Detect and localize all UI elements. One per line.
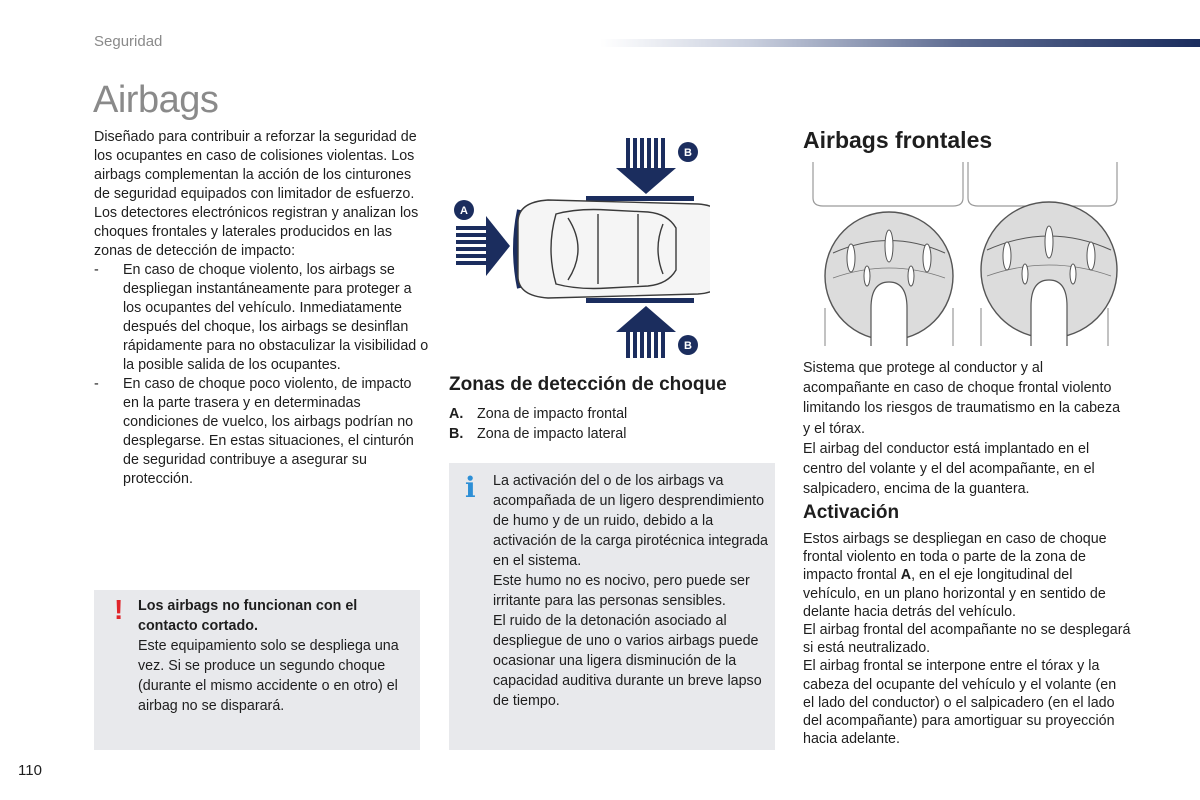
zones-title: Zonas de detección de choque — [449, 374, 727, 395]
zone-item — [449, 424, 627, 444]
frontal-paragraph: Sistema que protege al conductor y al acompañante en caso de choque frontal violento limitando los riesgos de traumatismo en la cabeza y el tórax. — [803, 360, 1121, 437]
bullet-item — [94, 375, 430, 489]
frontal-airbags-illustration — [803, 158, 1125, 348]
frontal-paragraph: El airbag del conductor está implantado en el centro del volante y el del acompañante, en el salpicadero, encima de la guantera. — [803, 440, 1095, 498]
zone-a-ref: A — [900, 567, 912, 584]
info-paragraph: El ruido de la detonación asociado al despliegue de uno o varios airbags puede ocasionar una ligera disminución de la capacidad auditiva durante un breve lapso de tiempo. — [493, 613, 762, 709]
info-text — [493, 471, 769, 711]
activation-paragraph — [803, 530, 1131, 621]
zone-key: B. — [449, 426, 464, 442]
zone-key: A. — [449, 406, 464, 422]
side-zone-bar-top — [586, 196, 694, 201]
bullet-dash: - — [94, 376, 99, 392]
info-icon: i — [465, 471, 476, 504]
activation-text-part: , en el eje longitudinal del vehículo, en un plano horizontal y en sentido de delante hacia detrás del vehículo. — [803, 567, 1106, 620]
side-impact-arrow-bottom — [616, 306, 676, 358]
info-paragraph: La activación del o de los airbags va acompañada de un ligero desprendimiento de humo y de un ruido, debido a la activación de la carga pirotécnica integrada en el sistema. — [493, 473, 768, 569]
activation-title: Activación — [803, 502, 900, 523]
frontal-impact-arrow — [456, 216, 510, 276]
info-box — [449, 463, 775, 750]
warning-title: Los airbags no funcionan con el contacto cortado. — [138, 598, 358, 634]
intro-column — [94, 128, 430, 489]
passenger-airbag — [981, 202, 1117, 346]
activation-text — [803, 530, 1131, 748]
info-paragraph: Este humo no es nocivo, pero puede ser irritante para las personas sensibles. — [493, 573, 750, 609]
label-b-top: B — [684, 147, 692, 159]
frontal-description — [803, 358, 1123, 499]
warning-box — [94, 590, 420, 750]
activation-paragraph: El airbag frontal se interpone entre el tórax y la cabeza del ocupante del vehículo y el volante (en el lado del conductor) o el salpicadero (en el lado del acompañante) para amortiguar su proyección hacia adelante. — [803, 658, 1117, 748]
section-label: Seguridad — [94, 33, 163, 50]
warning-icon: ! — [114, 594, 124, 625]
label-a: A — [460, 205, 468, 217]
warning-text — [138, 596, 408, 716]
page-number: 110 — [18, 762, 42, 779]
zone-item — [449, 404, 627, 424]
activation-text-part: Estos airbags se despliegan en caso de choque frontal violento en toda o parte de la zona de impacto frontal — [803, 531, 1107, 584]
frontal-airbags-title: Airbags frontales — [803, 127, 993, 153]
bullet-text: En caso de choque violento, los airbags se despliegan instantáneamente para proteger a los ocupantes del vehículo. Inmediatamente después del choque, los airbags se desinflan rápidamente para no obstaculizar la visibilidad o la posible salida de los ocupantes. — [123, 262, 429, 373]
label-b-bottom: B — [684, 340, 692, 352]
side-zone-bar-bottom — [586, 298, 694, 303]
impact-zones-diagram — [448, 132, 710, 362]
warning-body: Este equipamiento solo se despliega una vez. Si se produce un segundo choque (durante el mismo accidente o en otro) el airbag no se disparará. — [138, 638, 399, 714]
driver-airbag — [825, 212, 953, 346]
page-title: Airbags — [93, 79, 219, 121]
intro-paragraph: Diseñado para contribuir a reforzar la seguridad de los ocupantes en caso de colisiones violentas. Los airbags complementan la acción de los cinturones de seguridad equipados con limitador de esfuerzo. Los detectores electrónicos registran y analizan los choques frontales y laterales producidos en las zonas de detección de impacto: — [94, 129, 419, 259]
bullet-item — [94, 261, 430, 375]
side-impact-arrow-top — [616, 138, 676, 194]
zone-list — [449, 404, 627, 444]
header-decoration-bar — [600, 39, 1200, 47]
zone-text: Zona de impacto lateral — [477, 426, 627, 442]
car-outline — [518, 200, 710, 298]
bullet-dash: - — [94, 262, 99, 278]
bullet-text: En caso de choque poco violento, de impacto en la parte trasera y en determinadas condiciones de vuelco, los airbags podrían no desplegarse. En estas situaciones, el cinturón de seguridad contribuye a asegurar su protección. — [123, 376, 414, 487]
zone-text: Zona de impacto frontal — [477, 406, 628, 422]
activation-paragraph: El airbag frontal del acompañante no se desplegará si está neutralizado. — [803, 622, 1131, 657]
